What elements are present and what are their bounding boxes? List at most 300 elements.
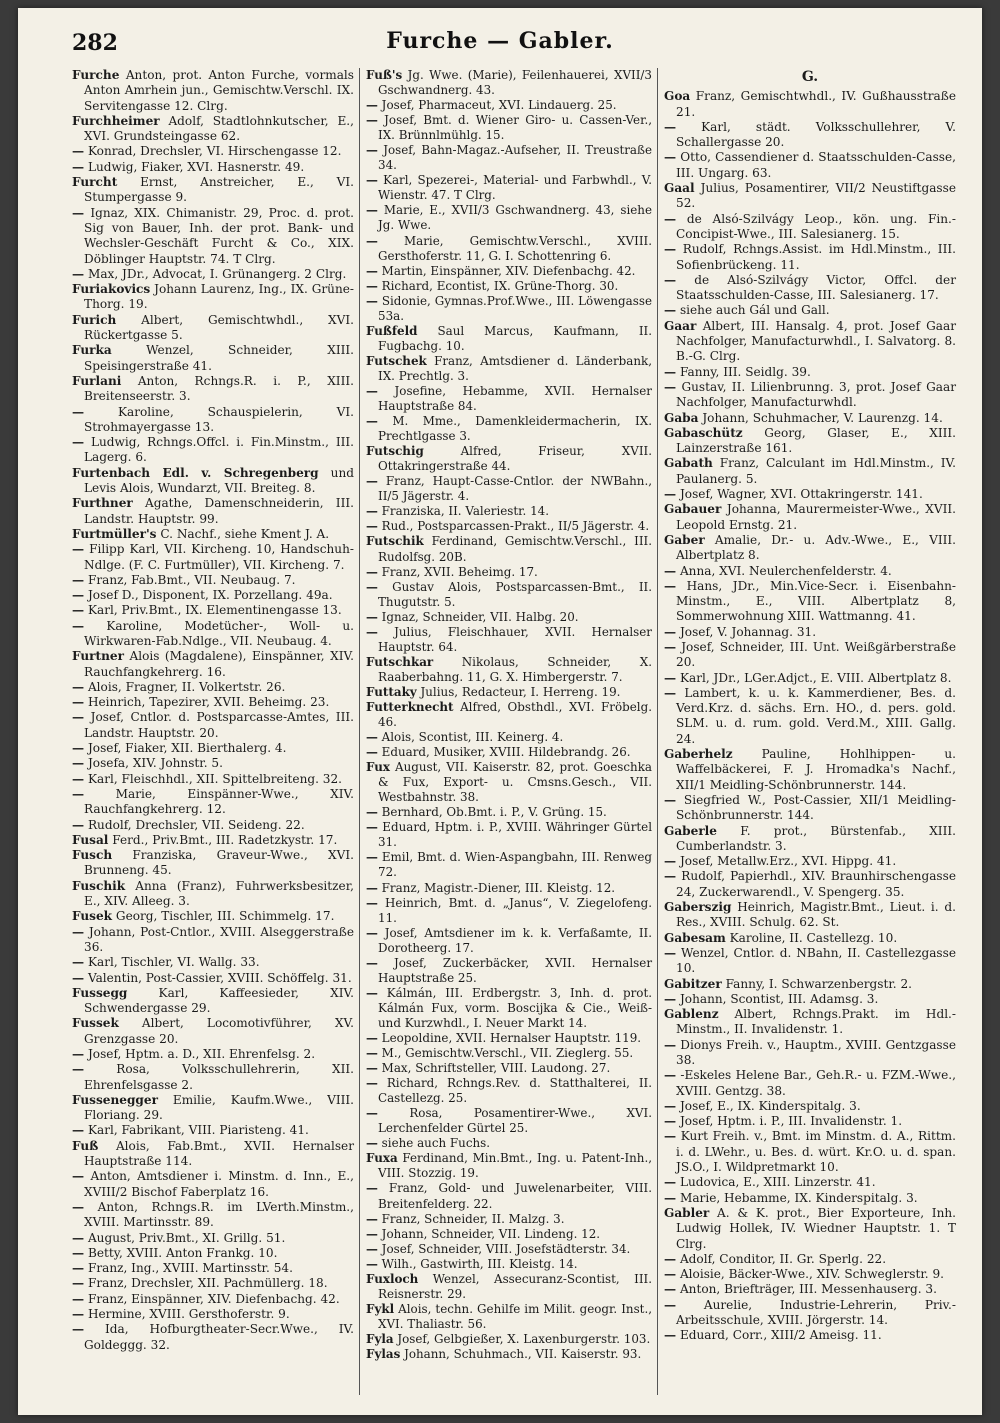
directory-entry bbox=[664, 1129, 956, 1175]
column-3 bbox=[664, 68, 956, 1344]
directory-entry bbox=[366, 745, 652, 760]
entry-details: Josef, E., IX. Kinderspitalg. 3. bbox=[679, 1098, 861, 1113]
directory-entry bbox=[366, 896, 652, 926]
entry-details: Josef, Schneider, III. Unt. Weißgärberstraße 20. bbox=[676, 639, 956, 670]
directory-entry bbox=[664, 1068, 956, 1099]
entry-name: — bbox=[72, 924, 85, 939]
directory-entry bbox=[72, 573, 354, 588]
entry-details: Franz, Ing., XVIII. Martinsstr. 54. bbox=[87, 1261, 293, 1276]
entry-details: Franz, Drechsler, XII. Pachmüllerg. 18. bbox=[87, 1276, 328, 1291]
entry-details: M., Gemischtw.Verschl., VII. Zieglerg. 55. bbox=[381, 1046, 634, 1061]
entry-name: — bbox=[664, 379, 677, 394]
directory-entry bbox=[366, 1151, 652, 1181]
directory-entry bbox=[72, 925, 354, 956]
directory-entry bbox=[664, 212, 956, 243]
directory-entry bbox=[366, 234, 652, 264]
column-divider bbox=[657, 68, 658, 1395]
entry-name: — bbox=[366, 1226, 378, 1241]
entry-name: Fuxloch bbox=[366, 1271, 419, 1286]
entry-details: Heinrich, Magistr.Bmt., Lieut. i. d. Res., XVIII. Schulg. 62. St. bbox=[676, 900, 956, 930]
directory-entry bbox=[664, 319, 956, 365]
directory-entry bbox=[72, 1261, 354, 1276]
entry-details: Anna, XVI. Neulerchenfelderstr. 4. bbox=[679, 563, 892, 578]
entry-details: Ignaz, Schneider, VII. Halbg. 20. bbox=[381, 609, 579, 624]
directory-entry bbox=[366, 173, 652, 203]
entry-name: — bbox=[664, 792, 677, 807]
entry-name: Gabaschütz bbox=[664, 425, 743, 440]
entry-name: — bbox=[664, 1068, 677, 1083]
directory-entry bbox=[72, 282, 354, 313]
entry-name: Furthner bbox=[72, 496, 133, 511]
entry-details: Eduard, Corr., XIII/2 Ameisg. 11. bbox=[679, 1328, 882, 1343]
entry-name: Furlani bbox=[72, 373, 122, 388]
entry-name: — bbox=[664, 1098, 677, 1113]
entry-name: — bbox=[72, 1322, 85, 1337]
directory-entry bbox=[664, 1007, 956, 1038]
directory-entry bbox=[664, 625, 956, 640]
directory-entry bbox=[72, 206, 354, 267]
entry-details: Filipp Karl, VII. Kircheng. 10, Handschuh-Ndlge. (F. C. Furtmüller), VII. Kircheng. 7. bbox=[84, 542, 354, 572]
entry-name: Furich bbox=[72, 312, 117, 327]
entry-name: — bbox=[72, 771, 85, 786]
entry-details: Anna (Franz), Fuhrwerksbesitzer, E., XIV. Alleeg. 3. bbox=[84, 878, 354, 909]
directory-entry bbox=[366, 264, 652, 279]
entry-name: — bbox=[72, 1261, 85, 1276]
entry-details: Ludovica, E., XIII. Linzerstr. 41. bbox=[679, 1175, 876, 1190]
entry-name: Fusch bbox=[72, 848, 113, 863]
entry-details: Eduard, Hptm. i. P., XVIII. Währinger Gürtel 31. bbox=[378, 820, 653, 850]
entry-details: Karl, Kaffeesieder, XIV. Schwendergasse 29. bbox=[84, 985, 354, 1016]
entry-name: — bbox=[664, 685, 677, 700]
entry-name: — bbox=[366, 474, 378, 489]
entry-name: — bbox=[664, 578, 677, 593]
entry-details: Alois, techn. Gehilfe im Milit. geogr. Inst., XVI. Thaliastr. 56. bbox=[378, 1301, 653, 1331]
entry-details: Rudolf, Drechsler, VII. Seideng. 22. bbox=[87, 817, 305, 832]
entry-details: Alois, Fragner, II. Volkertstr. 26. bbox=[87, 679, 286, 694]
directory-entry bbox=[366, 474, 652, 504]
entry-details: Saul Marcus, Kaufmann, II. Fugbachg. 10. bbox=[378, 323, 652, 353]
entry-details: Ludwig, Fiaker, XVI. Hasnerstr. 49. bbox=[87, 159, 305, 174]
entry-details: Bernhard, Ob.Bmt. i. P., V. Grüng. 15. bbox=[381, 805, 607, 820]
entry-name: Futschik bbox=[366, 534, 424, 549]
column-divider bbox=[359, 68, 360, 1395]
directory-entry bbox=[664, 793, 956, 824]
entry-name: — bbox=[664, 1297, 677, 1312]
entry-name: — bbox=[664, 624, 677, 639]
entry-details: Julius, Fleischhauer, XVII. Hernalser Hauptstr. 64. bbox=[378, 624, 652, 654]
entry-details: Martin, Einspänner, XIV. Diefenbachg. 42. bbox=[381, 263, 636, 278]
entry-details: Alfred, Friseur, XVII. Ottakringerstraße 44. bbox=[378, 444, 652, 474]
entry-name: — bbox=[366, 880, 378, 895]
entry-name: — bbox=[366, 414, 378, 429]
entry-name: — bbox=[366, 203, 378, 218]
entry-details: Lambert, k. u. k. Kammerdiener, Bes. d. Verd.Krz. d. sächs. Ern. HO., d. pers. gold. SLM. u. d. rum. gold. Verd.M., XIII. Gallg. 24. bbox=[676, 685, 956, 746]
entry-name: — bbox=[366, 1181, 378, 1196]
entry-details: Josef, Hptm. i. P., III. Invalidenstr. 1. bbox=[679, 1114, 903, 1129]
entry-details: Josef, Cntlor. d. Postsparcasse-Amtes, III. Landstr. Hauptstr. 20. bbox=[84, 710, 354, 740]
entry-name: — bbox=[366, 1136, 378, 1151]
entry-details: Johann, Scontist, III. Adamsg. 3. bbox=[679, 991, 879, 1006]
directory-entry bbox=[72, 971, 354, 986]
entry-details: Max, Schriftsteller, VIII. Laudong. 27. bbox=[381, 1061, 611, 1076]
entry-details: Josef, Schneider, VIII. Josefstädterstr. 34. bbox=[381, 1241, 631, 1256]
entry-name: — bbox=[72, 710, 85, 725]
entry-name: Furtner bbox=[72, 649, 124, 664]
directory-entry bbox=[366, 610, 652, 625]
entry-name: Furche bbox=[72, 68, 120, 82]
directory-entry bbox=[72, 879, 354, 910]
directory-entry bbox=[366, 444, 652, 474]
directory-entry bbox=[72, 1047, 354, 1062]
entry-name: — bbox=[366, 278, 378, 293]
directory-entry bbox=[72, 1292, 354, 1307]
entry-details: Dionys Freih. v., Hauptm., XVIII. Gentzgasse 38. bbox=[676, 1037, 956, 1067]
entry-name: — bbox=[664, 639, 677, 654]
entry-details: Georg, Tischler, III. Schimmelg. 17. bbox=[115, 909, 335, 924]
entry-name: Fuschik bbox=[72, 878, 126, 893]
directory-entry bbox=[664, 1298, 956, 1329]
entry-details: Karl, Fleischhdl., XII. Spittelbreiteng. 32. bbox=[87, 771, 343, 786]
directory-entry bbox=[664, 900, 956, 931]
entry-details: Franz, Calculant im Hdl.Minstm., IV. Paulanerg. 5. bbox=[676, 456, 956, 486]
entry-name: — bbox=[664, 242, 677, 257]
entry-details: Alois, Scontist, III. Keinerg. 4. bbox=[381, 730, 564, 745]
directory-entry bbox=[366, 1031, 652, 1046]
entry-name: Futschig bbox=[366, 444, 424, 459]
entry-name: Fykl bbox=[366, 1301, 395, 1316]
entry-name: — bbox=[366, 1211, 378, 1226]
entry-name: — bbox=[72, 786, 85, 801]
entry-details: Johann, Schneider, VII. Lindeng. 12. bbox=[381, 1226, 601, 1241]
directory-entry bbox=[366, 1106, 652, 1136]
directory-entry bbox=[72, 787, 354, 818]
entry-name: — bbox=[664, 303, 677, 318]
entry-details: Betty, XVIII. Anton Frankg. 10. bbox=[87, 1245, 278, 1260]
directory-entry bbox=[366, 1061, 652, 1076]
directory-entry bbox=[72, 756, 354, 771]
directory-entry bbox=[72, 619, 354, 650]
entry-details: A. & K. prot., Bier Exporteure, Inh. Ludwig Hollek, IV. Wiedner Hauptstr. 1. T Clrg. bbox=[676, 1205, 956, 1251]
entry-name: Fusal bbox=[72, 832, 109, 847]
directory-entry bbox=[72, 695, 354, 710]
entry-details: Karl, Tischler, VI. Wallg. 33. bbox=[87, 955, 260, 970]
entry-name: Gabauer bbox=[664, 502, 722, 517]
directory-entry bbox=[664, 120, 956, 151]
entry-details: Rud., Postsparcassen-Prakt., II/5 Jägerstr. 4. bbox=[381, 519, 650, 534]
directory-entry bbox=[72, 772, 354, 787]
entry-name: — bbox=[366, 504, 378, 519]
entry-details: -Eskeles Helene Bar., Geh.R.- u. FZM.-Wwe., XVIII. Gentzg. 38. bbox=[676, 1068, 956, 1098]
entry-name: Gaber bbox=[664, 532, 705, 547]
directory-entry bbox=[664, 869, 956, 900]
entry-details: Pauline, Hohlhippen- u. Waffelbäckerei, F. J. Hromadka's Nachf., XII/1 Meidling-Schönbrunnerstr. 144. bbox=[676, 747, 956, 792]
directory-entry bbox=[366, 1332, 652, 1347]
directory-entry bbox=[664, 854, 956, 869]
entry-details: Aloisie, Bäcker-Wwe., XIV. Schweglerstr. 9. bbox=[679, 1267, 944, 1282]
entry-details: Ferdinand, Min.Bmt., Ing. u. Patent-Inh., VIII. Stozzig. 19. bbox=[378, 1151, 653, 1181]
directory-entry bbox=[366, 805, 652, 820]
entry-details: Karl, Priv.Bmt., IX. Elementinengasse 13. bbox=[87, 603, 342, 618]
entry-details: M. Mme., Damenkleidermacherin, IX. Prechtlgasse 3. bbox=[378, 414, 652, 444]
entry-name: Fuxa bbox=[366, 1151, 398, 1166]
directory-entry bbox=[366, 730, 652, 745]
entry-details: Nikolaus, Schneider, X. Raaberbahng. 11, G. X. Himbergerstr. 7. bbox=[378, 654, 653, 684]
directory-entry bbox=[72, 710, 354, 741]
entry-details: Siegfried W., Post-Cassier, XII/1 Meidling-Schönbrunnerstr. 144. bbox=[676, 792, 956, 823]
directory-entry bbox=[366, 384, 652, 414]
entry-name: Furiakovics bbox=[72, 282, 151, 297]
entry-name: — bbox=[664, 991, 677, 1006]
entry-name: Furka bbox=[72, 343, 112, 358]
entry-name: Gabath bbox=[664, 456, 713, 471]
entry-name: Furtenbach Edl. v. Schregenberg bbox=[72, 465, 319, 480]
entry-details: August, VII. Kaiserstr. 82, prot. Goeschka & Fux, Export- u. Cmsns.Gesch., VII. Westbahnstr. 38. bbox=[378, 760, 652, 805]
entry-details: Ferdinand, Gemischtw.Verschl., III. Rudolfsg. 20B. bbox=[378, 534, 652, 564]
entry-name: — bbox=[72, 1291, 85, 1306]
entry-details: Valentin, Post-Cassier, XVIII. Schöffelg. 31. bbox=[87, 970, 352, 985]
directory-entry bbox=[72, 1200, 354, 1231]
entry-details: de Alsó-Szilvágy Leop., kön. ung. Fin.-Concipist-Wwe., III. Salesianerg. 15. bbox=[676, 211, 956, 241]
entry-name: Fylas bbox=[366, 1346, 401, 1361]
entry-name: Gabesam bbox=[664, 930, 726, 945]
directory-entry bbox=[664, 380, 956, 411]
directory-entry bbox=[366, 534, 652, 564]
directory-entry bbox=[72, 1016, 354, 1047]
entry-details: Albert, III. Hansalg. 4, prot. Josef Gaar Nachfolger, Manufacturwhdl., I. Salvatorg. 8. B.-G. Clrg. bbox=[676, 318, 956, 364]
entry-name: — bbox=[366, 624, 378, 639]
directory-entry bbox=[72, 466, 354, 497]
entry-name: — bbox=[72, 603, 85, 618]
entry-details: Agathe, Damenschneiderin, III. Landstr. Hauptstr. 99. bbox=[84, 496, 354, 526]
directory-entry bbox=[664, 242, 956, 273]
entry-name: — bbox=[72, 695, 85, 710]
entry-name: Fux bbox=[366, 760, 390, 775]
entry-name: — bbox=[72, 756, 85, 771]
entry-name: — bbox=[664, 364, 677, 379]
entry-details: Max, JDr., Advocat, I. Grünangerg. 2 Clrg. bbox=[87, 266, 347, 281]
entry-details: Josefine, Hebamme, XVII. Hernalser Hauptstraße 84. bbox=[378, 383, 652, 414]
entry-name: — bbox=[366, 113, 378, 128]
entry-name: Fussegg bbox=[72, 985, 128, 1000]
directory-entry bbox=[366, 655, 652, 685]
directory-entry bbox=[366, 881, 652, 896]
directory-entry bbox=[72, 1062, 354, 1093]
directory-entry bbox=[366, 68, 652, 98]
directory-entry bbox=[664, 686, 956, 747]
directory-entry bbox=[664, 671, 956, 686]
directory-entry bbox=[72, 542, 354, 573]
entry-details: Wilh., Gastwirth, III. Kleistg. 14. bbox=[381, 1256, 578, 1271]
directory-entry bbox=[72, 267, 354, 282]
directory-entry bbox=[664, 977, 956, 992]
entry-name: — bbox=[366, 1046, 378, 1061]
directory-entry bbox=[366, 760, 652, 805]
entry-details: Johann, Schuhmacher, V. Laurenzg. 14. bbox=[702, 410, 943, 425]
entry-details: Wenzel, Assecuranz-Scontist, III. Reisnerstr. 29. bbox=[378, 1271, 652, 1301]
entry-name: Fussenegger bbox=[72, 1092, 158, 1107]
directory-entry bbox=[664, 1114, 956, 1129]
directory-entry bbox=[72, 405, 354, 436]
entry-name: — bbox=[366, 263, 378, 278]
directory-entry bbox=[366, 519, 652, 534]
entry-details: Wenzel, Cntlor. d. NBahn, II. Castellezgasse 10. bbox=[676, 945, 956, 976]
entry-details: Georg, Glaser, E., XIII. Lainzerstraße 161. bbox=[676, 425, 956, 456]
entry-name: Furchheimer bbox=[72, 113, 160, 128]
entry-details: Heinrich, Tapezirer, XVII. Beheimg. 23. bbox=[87, 695, 330, 710]
directory-entry bbox=[664, 579, 956, 625]
entry-details: Marie, E., XVII/3 Gschwandnerg. 43, siehe Jg. Wwe. bbox=[378, 203, 652, 233]
entry-name: Fussek bbox=[72, 1016, 119, 1031]
entry-details: Josef, Wagner, XVI. Ottakringerstr. 141. bbox=[679, 487, 923, 502]
entry-name: — bbox=[72, 1123, 85, 1138]
entry-details: Julius, Redacteur, I. Herreng. 19. bbox=[420, 684, 621, 699]
entry-details: Rosa, Posamentirer-Wwe., XVI. Lerchenfelder Gürtel 25. bbox=[378, 1106, 652, 1136]
entry-details: Emil, Bmt. d. Wien-Aspangbahn, III. Renweg 72. bbox=[378, 850, 653, 880]
entry-details: Josef, Pharmaceut, XVI. Lindauerg. 25. bbox=[381, 98, 617, 113]
entry-name: — bbox=[366, 579, 378, 594]
entry-name: Fußfeld bbox=[366, 323, 418, 338]
entry-details: Josef, Amtsdiener im k. k. Verfaßamte, II. Dorotheerg. 17. bbox=[378, 925, 652, 955]
entry-name: Fyla bbox=[366, 1331, 394, 1346]
entry-name: — bbox=[664, 1190, 677, 1205]
running-head: Furche — Gabler. bbox=[386, 28, 614, 54]
directory-entry bbox=[664, 487, 956, 502]
entry-name: — bbox=[664, 945, 677, 960]
directory-entry bbox=[366, 1181, 652, 1211]
entry-name: — bbox=[72, 435, 85, 450]
directory-entry bbox=[72, 1276, 354, 1291]
entry-details: Otto, Cassendiener d. Staatsschulden-Casse, III. Ungarg. 63. bbox=[676, 150, 956, 180]
directory-entry bbox=[366, 98, 652, 113]
directory-entry bbox=[72, 374, 354, 405]
directory-entry bbox=[664, 411, 956, 426]
directory-entry bbox=[664, 502, 956, 533]
directory-entry bbox=[366, 1076, 652, 1106]
directory-entry bbox=[72, 649, 354, 680]
entry-details: Karl, Fabrikant, VIII. Piaristeng. 41. bbox=[87, 1123, 309, 1138]
entry-details: Julius, Posamentirer, VII/2 Neustiftgasse 52. bbox=[676, 181, 956, 211]
entry-name: — bbox=[72, 1245, 85, 1260]
entry-name: — bbox=[72, 679, 85, 694]
entry-details: Franz, Gold- und Juwelenarbeiter, VIII. Breitenfelderg. 22. bbox=[378, 1181, 653, 1211]
entry-details: Ernst, Anstreicher, E., VI. Stumpergasse 9. bbox=[84, 175, 354, 205]
entry-name: — bbox=[72, 572, 85, 587]
entry-name: — bbox=[664, 563, 677, 578]
directory-entry bbox=[366, 113, 652, 143]
entry-name: Futtaky bbox=[366, 684, 417, 699]
entry-name: — bbox=[72, 1307, 85, 1322]
entry-name: Goa bbox=[664, 89, 691, 104]
entry-name: — bbox=[366, 955, 378, 970]
entry-name: — bbox=[664, 119, 677, 134]
directory-entry bbox=[664, 1282, 956, 1297]
directory-entry bbox=[72, 848, 354, 879]
directory-entry bbox=[664, 640, 956, 671]
directory-entry bbox=[664, 181, 956, 212]
directory-entry bbox=[72, 1322, 354, 1353]
entry-details: Karoline, II. Castellezg. 10. bbox=[729, 930, 898, 945]
directory-entry bbox=[664, 747, 956, 793]
entry-details: Rudolf, Papierhdl., XIV. Braunhirschengasse 24, Zuckerwarendl., V. Spengerg. 35. bbox=[676, 869, 956, 899]
entry-name: — bbox=[664, 211, 677, 226]
directory-entry bbox=[664, 456, 956, 487]
entry-details: Josef, Metallw.Erz., XVI. Hippg. 41. bbox=[679, 854, 897, 869]
entry-details: Anton, Rchngs.R. i. P., XIII. Breitenseerstr. 3. bbox=[84, 373, 354, 404]
entry-details: Franz, XVII. Beheimg. 17. bbox=[381, 564, 538, 579]
entry-name: Gabitzer bbox=[664, 976, 722, 991]
entry-details: Eduard, Musiker, XVIII. Hildebrandg. 26. bbox=[381, 745, 631, 760]
directory-entry bbox=[366, 294, 652, 324]
entry-name: — bbox=[72, 159, 85, 174]
entry-details: Franz, Einspänner, XIV. Diefenbachg. 42. bbox=[87, 1291, 340, 1306]
directory-entry bbox=[664, 1099, 956, 1114]
entry-name: — bbox=[72, 1169, 85, 1184]
entry-details: Fanny, III. Seidlg. 39. bbox=[679, 364, 811, 379]
entry-name: — bbox=[366, 985, 378, 1000]
entry-name: Gaal bbox=[664, 181, 695, 196]
directory-entry bbox=[664, 533, 956, 564]
entry-name: Gablenz bbox=[664, 1007, 719, 1022]
directory-entry bbox=[72, 955, 354, 970]
entry-name: — bbox=[366, 233, 378, 248]
entry-details: Richard, Rchngs.Rev. d. Statthalterei, II. Castellezg. 25. bbox=[378, 1076, 652, 1106]
directory-entry bbox=[72, 603, 354, 618]
directory-entry bbox=[366, 1347, 652, 1362]
entry-name: — bbox=[366, 820, 378, 835]
entry-details: Josef, V. Johannag. 31. bbox=[679, 624, 817, 639]
entry-details: F. prot., Bürstenfab., XIII. Cumberlandstr. 3. bbox=[676, 823, 956, 853]
entry-details: Emilie, Kaufm.Wwe., VIII. Floriang. 29. bbox=[84, 1092, 354, 1123]
entry-name: Fuß's bbox=[366, 68, 403, 82]
entry-name: — bbox=[366, 564, 378, 579]
entry-name: — bbox=[366, 383, 378, 398]
directory-entry bbox=[664, 1267, 956, 1282]
entry-name: — bbox=[664, 487, 677, 502]
directory-entry bbox=[72, 68, 354, 114]
entry-details: Hans, JDr., Min.Vice-Secr. i. Eisenbahn-Minstm., E., VIII. Albertplatz 8, Sommerwohnung XIII. Wattmanng. 41. bbox=[676, 578, 956, 624]
entry-name: Futterknecht bbox=[366, 699, 454, 714]
entry-details: Ignaz, XIX. Chimanistr. 29, Proc. d. prot. Sig von Bauer, Inh. der prot. Bank- und Wechsler-Geschäft Furcht & Co., XIX. Döblinger Hauptstr. 74. T Clrg. bbox=[84, 205, 354, 266]
entry-name: — bbox=[664, 869, 677, 884]
entry-details: Josef, Zuckerbäcker, XVII. Hernalser Hauptstraße 25. bbox=[378, 955, 653, 985]
entry-name: — bbox=[72, 618, 85, 633]
directory-entry bbox=[366, 354, 652, 384]
directory-entry bbox=[664, 1175, 956, 1190]
entry-details: Kálmán, III. Erdbergstr. 3, Inh. d. prot. Kálmán Fux, vorm. Boscijka & Cie., Weiß- und Kurzwhdl., I. Neuer Markt 14. bbox=[378, 985, 653, 1030]
entry-name: Gabler bbox=[664, 1205, 710, 1220]
entry-name: — bbox=[366, 143, 378, 158]
directory-entry bbox=[664, 564, 956, 579]
entry-name: — bbox=[664, 1129, 677, 1144]
entry-name: — bbox=[366, 925, 378, 940]
directory-entry bbox=[366, 279, 652, 294]
directory-entry bbox=[664, 931, 956, 946]
entry-details: Wenzel, Schneider, XIII. Speisingerstraße 41. bbox=[84, 343, 354, 373]
entry-name: — bbox=[72, 144, 85, 159]
entry-name: Futschek bbox=[366, 353, 427, 368]
entry-details: Josef, Fiaker, XII. Bierthalerg. 4. bbox=[87, 741, 287, 756]
entry-name: — bbox=[366, 1106, 378, 1121]
entry-name: — bbox=[664, 1251, 677, 1266]
entry-details: Josef, Bahn-Magaz.-Aufseher, II. Treustraße 34. bbox=[378, 143, 652, 173]
entry-name: — bbox=[366, 609, 378, 624]
entry-details: Josef, Hptm. a. D., XII. Ehrenfelsg. 2. bbox=[87, 1047, 316, 1061]
directory-entry bbox=[72, 833, 354, 848]
directory-entry bbox=[72, 160, 354, 175]
entry-name: Furcht bbox=[72, 175, 118, 190]
directory-entry bbox=[366, 986, 652, 1031]
directory-entry bbox=[664, 1038, 956, 1069]
